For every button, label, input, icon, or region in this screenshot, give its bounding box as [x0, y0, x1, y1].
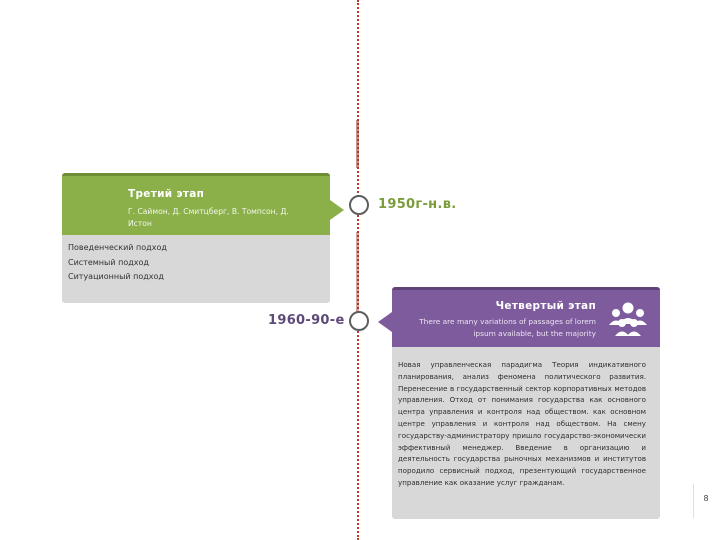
people-group-icon	[606, 296, 650, 340]
stage3-approach: Ситуационный подход	[68, 272, 164, 281]
stage3-title: Третий этап	[128, 188, 205, 200]
stage4-title: Четвертый этап	[495, 300, 596, 312]
timeline-segment	[356, 232, 359, 312]
stage3-year: 1950г-н.в.	[378, 197, 457, 212]
stage4-body	[392, 347, 660, 519]
stage3-authors: Г. Саймон, Д. Смитцберг, В. Томпсон, Д. Истон	[128, 207, 289, 228]
page-number: 8	[697, 494, 715, 510]
stage4-subtitle: There are many variations of passages of lorem ipsum available, but the majority	[419, 317, 596, 338]
stage4-node	[349, 311, 369, 331]
stage3-approach: Поведенческий подход	[68, 243, 167, 252]
stage3-header	[62, 173, 330, 238]
stage3-body	[62, 235, 330, 303]
stage4-year: 1960-90-е	[268, 313, 345, 328]
timeline-segment	[356, 120, 359, 168]
stage4-body-text: Новая управленческая парадигма Теория индикативного планирования, анализ феномена политического развития. Перенесение в государственный сектор корпоративных методов управления. Отход от понимания государства как основного центра управления и контроля над обществом. как основном центре управления и контроля над обществом. На смену государству-администратору пришло государство-экономически эффективный менеджер. Введение в организацию и деятельность государства рыночных механизмов и институтов породило сервисный подход, презентующий государственное управление как оказание услуг гражданам.	[398, 360, 646, 487]
stage4-header	[392, 287, 660, 350]
stage3-node	[349, 195, 369, 215]
stage3-approach: Системный подход	[68, 258, 149, 267]
